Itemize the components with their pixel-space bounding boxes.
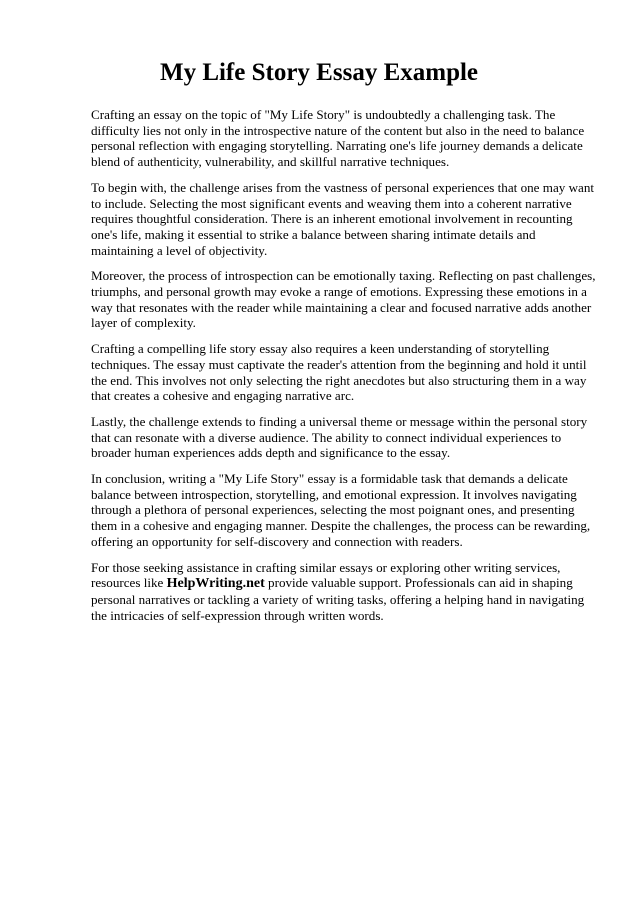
- essay-body: [91, 107, 597, 633]
- paragraph-storytelling: Crafting a compelling life story essay also requires a keen understanding of storytelling techniques. The essay must captivate the reader's attention from the beginning and hold it until the end. This involves not only selecting the right anecdotes but also structuring them in a way that creates a cohesive and engaging narrative arc.: [91, 341, 587, 404]
- paragraph-assistance: [91, 560, 597, 624]
- assistance-text-before: For those seeking assistance in crafting similar essays or exploring other writing services, resources like: [91, 559, 561, 591]
- brand-link[interactable]: HelpWriting.net: [166, 576, 265, 592]
- assistance-text-after: provide valuable support. Professionals can aid in shaping personal narratives or tackling a variety of writing tasks, offering a helping hand in navigating the intricacies of self-expression through written words.: [91, 575, 585, 623]
- paragraph-conclusion: In conclusion, writing a "My Life Story" essay is a formidable task that demands a delicate balance between introspection, storytelling, and emotional expression. It involves navigating through a plethora of personal experiences, selecting the most poignant ones, and presenting them in a cohesive and engaging manner. Despite the challenges, the process can be rewarding, offering an opportunity for self-discovery and connection with readers.: [91, 471, 591, 549]
- page-title: My Life Story Essay Example: [159, 59, 479, 86]
- paragraph-universal-theme: Lastly, the challenge extends to finding a universal theme or message within the personal story that can resonate with a diverse audience. The ability to connect individual experiences to broader human experiences adds depth and significance to the essay.: [91, 413, 588, 461]
- paragraph-challenge-vastness: To begin with, the challenge arises from the vastness of personal experiences that one may want to include. Selecting the most significant events and weaving them into a coherent narrative requires thoughtful consideration. There is an inherent emotional involvement in recounting one's life, making it essential to strike a balance between sharing intimate details and maintaining a level of objectivity.: [91, 179, 595, 258]
- paragraph-introspection: Moreover, the process of introspection can be emotionally taxing. Reflecting on past challenges, triumphs, and personal growth may evoke a range of emotions. Expressing these emotions in a way that resonates with the reader while maintaining a clear and focused narrative adds another layer of complexity.: [91, 268, 596, 331]
- paragraph-intro: Crafting an essay on the topic of "My Life Story" is undoubtedly a challenging task. The difficulty lies not only in the introspective nature of the content but also in the need to balance personal reflection with engaging storytelling. Narrating one's life journey demands a delicate blend of authenticity, vulnerability, and skillful narrative techniques.: [91, 107, 585, 170]
